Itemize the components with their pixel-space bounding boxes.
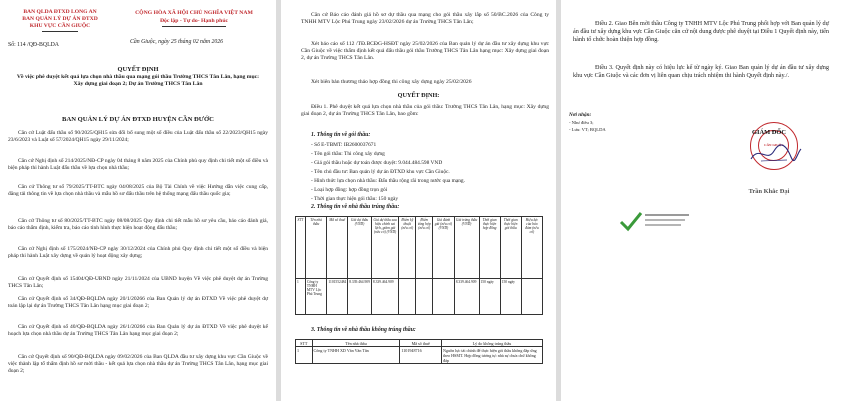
loser-table-cell: Công ty TNHH XD Văn Văn Tân — [312, 347, 400, 364]
recipients-title: Nơi nhận: — [569, 112, 592, 118]
agency-region: KHU VỰC CẦN GIUỘC — [29, 23, 91, 29]
motto-underline — [162, 26, 226, 27]
winner-info-title: 2. Thông tin về nhà thầu trúng thầu: — [311, 204, 400, 210]
place-date: Cần Giuộc, ngày 25 tháng 02 năm 2026 — [130, 39, 224, 45]
package-info-item: - Giá gói thầu hoặc dự toán được duyệt: 9.044.484.598 VND — [311, 160, 443, 166]
loser-table-cell: 1 — [296, 347, 313, 364]
legal-basis-paragraph: Căn cứ Quyết định số 15404/QĐ-UBND ngày 21/11/2024 của UBND huyện Về việc phê duyệt dự án Trường THCS Tân Lân; — [8, 276, 268, 289]
table-row — [296, 279, 543, 315]
winner-table-header-cell: Thời gian thực hiện gói thầu — [500, 217, 521, 279]
winner-table-cell: 8.339.464.909 — [371, 279, 398, 315]
legal-basis-paragraph: Căn cứ Thông tư số 79/2025/TT-BTC ngày 04/08/2025 của Bộ Tài Chính về việc Hướng dẫn việc cung cấp, đăng tải thông tin về lựa chọn nhà thầu và mẫu hồ sơ đấu thầu trên hệ thống mạng đấu thầu quốc gia; — [8, 184, 268, 197]
legal-basis-paragraph: Căn cứ Nghị định số 175/2024/NĐ-CP ngày 30/12/2024 của Chính phủ Quy định chi tiết một số điều và biện pháp thi hành Luật xây dựng về quản lý hoạt động xây dựng; — [8, 246, 268, 259]
legal-basis-paragraph: Căn cứ Luật đấu thầu số 90/2025/QH15 sửa đổi bổ sung một số điều của Luật đấu thầu số 22/2023/QH15 ngày 23/6/2023 và Luật số 57/2024/QH15 ngày 29/11/2024; — [8, 130, 268, 143]
winner-table-cell: 150 ngày — [479, 279, 500, 315]
legal-basis-paragraph: Căn cứ Quyết định số 40/QĐ-BQLDA ngày 26/1/20266 của Ban Quản lý dự án ĐTXD Về việc phê duyệt kế hoạch lựa chọn nhà thầu dự án Trường THCS Tân Lân hạng mục giai đoạn 2; — [8, 324, 268, 337]
loser-table-header — [296, 340, 543, 347]
decides-heading: QUYẾT ĐỊNH: — [397, 92, 440, 99]
package-info-item: - Loại hợp đồng: hợp đồng trọn gói — [311, 187, 388, 193]
table-row — [296, 347, 543, 364]
winner-table-cell: Công ty TNHH MTV Lộc Phú Trung — [305, 279, 327, 315]
digital-signature-line — [645, 214, 689, 216]
legal-basis-paragraph: Căn cứ Quyết định số 34/QĐ-BQLDA ngày 20/1/20266 của Ban Quản lý dự án ĐTXD Về việc phê duyệt dự toán lập lại dự án Trường THCS Tân Lân hạng mục giai đoạn 2; — [8, 296, 268, 309]
loser-table-header-cell: Tên nhà thầu — [312, 340, 400, 347]
appraisal-report-basis: Xét báo cáo số 112 /TĐ.BCĐG-HSĐT ngày 25/02/2026 của Ban quản lý dự án đầu tư xây dựng khu vực Cần Giuộc về việc thẩm định kết quả đấu thầu gói thầu Trường THCS Tân Lân hạng mục: Xây dựng giai đoạn 2, dự án Trường THCS Tân Lân. — [301, 41, 549, 61]
package-info-item: - Thời gian thực hiện gói thầu: 150 ngày — [311, 196, 399, 202]
winner-table-header-cell: Giá đánh giá (nếu có) (VND) — [433, 217, 455, 279]
signer-name: Trần Khắc Đại — [748, 188, 790, 195]
winner-table — [295, 216, 543, 315]
winner-table-cell: 8.339.464.909 — [348, 279, 372, 315]
winner-table-cell — [521, 279, 542, 315]
decision-subject: Về việc phê duyệt kết quả lựa chọn nhà thầu qua mạng gói thầu Trường THCS Tân Lân, hạng mục: Xây dựng giai đoạn 2; Dự án Trường THCS Tân Lân — [16, 74, 260, 88]
issuer-name: BAN QUẢN LÝ DỰ ÁN ĐTXD HUYỆN CẦN ĐƯỚC — [62, 116, 214, 123]
signer-title: GIÁM ĐỐC — [752, 129, 786, 136]
winner-table-header-cell: Giá dự thầu (VND) — [348, 217, 372, 279]
national-title: CỘNG HÒA XÃ HỘI CHỦ NGHĨA VIỆT NAM — [135, 10, 253, 16]
legal-basis-paragraph: Căn cứ Nghị định số 214/2025/NĐ-CP ngày 04 tháng 8 năm 2025 của Chính phủ quy định chi tiết một số điều và biện pháp thi hành Luật đấu thầu về lựa chọn nhà thầu; — [8, 158, 268, 171]
loser-table-header-cell: Mã số thuế — [400, 340, 442, 347]
loser-table-cell: 1101948716 — [400, 347, 442, 364]
package-info-title: 1. Thông tin về gói thầu: — [311, 132, 371, 138]
agency-parent: BAN QLDA ĐTXD LONG AN — [23, 9, 97, 15]
winner-table-header-cell: Điểm tổng hợp (nếu có) — [416, 217, 433, 279]
agency-underline — [42, 31, 78, 32]
document-page-3 — [561, 0, 842, 401]
negotiation-minutes-basis: Xét biên bản thương thảo hợp đồng thi công xây dựng ngày 25/02/2026 — [311, 79, 472, 85]
evaluation-report-basis: Căn cứ Báo cáo đánh giá hồ sơ dự thầu qua mạng cho gói thầu xây lắp số 50/BC.2026 của Công ty TNHH MTV Lộc Phú Trung ngày 23/02/2026 dự án Trường THCS Tân Lân; — [301, 12, 549, 25]
package-info-item: - Tên gói thầu: Thi công xây dựng — [311, 151, 385, 157]
package-info-item: - Số E-TBMT: IB2600037671 — [311, 142, 377, 148]
winner-table-header-cell: Tên nhà thầu — [305, 217, 327, 279]
winner-table-cell: 1101552484 — [327, 279, 348, 315]
winner-table-cell: 1 — [296, 279, 306, 315]
legal-basis-paragraph: Căn cứ Thông tư số 80/2025/TT-BTC ngày 08/08/2025 Quy định chi tiết mẫu hồ sơ yêu cầu, báo cáo đánh giá, báo cáo thẩm định, kiểm tra, báo cáo tình hình thực hiện hoạt động đấu thầu; — [8, 218, 268, 231]
recipient-item: - Như điều 3; — [569, 120, 594, 125]
stamp-text: CẦN GIUỘC — [764, 143, 784, 147]
article-3: Điều 3. Quyết định này có hiệu lực kể từ ngày ký. Giao Ban quản lý dự án đầu tư xây dựng khu vực Cần Giuộc và các đơn vị liên quan chịu trách nhiệm thi hành Quyết định này./. — [573, 64, 829, 79]
recipient-item: - Lưu: VT; BQLDA — [569, 127, 606, 132]
winner-table-header-cell: Giá trúng thầu (VND) — [454, 217, 479, 279]
loser-table-header-cell: Lý do không trúng thầu — [442, 340, 543, 347]
loser-info-title: 3. Thông tin về nhà thầu không trúng thầu: — [311, 327, 416, 333]
loser-table — [295, 339, 543, 364]
winner-table-header — [296, 217, 543, 279]
handwritten-signature — [747, 141, 803, 167]
digital-signature-line — [645, 224, 681, 226]
document-number: Số: 114 /QĐ-BQLDA — [8, 42, 59, 48]
winner-table-header-cell: Mã số thuế — [327, 217, 348, 279]
package-info-item: - Tên chủ đầu tư: Ban quản lý dự án ĐTXD khu vực Cần Giuộc. — [311, 169, 450, 175]
winner-table-header-cell: Thời gian thực hiện hợp đồng — [479, 217, 500, 279]
winner-table-cell: 150 ngày — [500, 279, 521, 315]
package-info-item: - Hình thức lựa chọn nhà thầu: Đấu thầu rộng rãi trong nước qua mạng. — [311, 178, 465, 184]
winner-table-cell: 8.339.464.909 — [454, 279, 479, 315]
legal-basis-paragraph: Căn cứ Quyết định số 90/QĐ-BQLDA ngày 09/02/2026 của Ban QLDA đầu tư xây dựng khu vực Cần Giuộc về việc thành lập tổ thẩm định hồ sơ mời thầu - kết quả lựa chọn nhà thầu dự án Trường THCS Tân Lân, hạng mục giai đoạn 2; — [8, 354, 268, 374]
winner-table-cell — [416, 279, 433, 315]
document-page-2 — [281, 0, 556, 401]
article-2: Điều 2. Giao Bên mời thầu Công ty TNHH MTV Lộc Phú Trung phối hợp với Ban quản lý dự án đầu tư xây dựng khu vực Cần Giuộc căn cứ nội dung được phê duyệt tại Điều 1 Quyết định này, tiến hành tổ chức hoàn thiện hợp đồng. — [573, 20, 829, 43]
winner-table-header-cell: Giá dự thầu sau hiệu chỉnh sai lệch, giảm giá (nếu có) (VND) — [371, 217, 398, 279]
digital-signature-check-icon — [619, 210, 643, 232]
national-motto: Độc lập - Tự do- Hạnh phúc — [159, 18, 229, 24]
loser-table-cell: Nguồn lực tài chính để thực hiện gói thầu không đáp ứng theo HSMT. Hợp đồng tương tự: nhà sự chưa chứ không đáp — [442, 347, 543, 364]
agency-name: BAN QUẢN LÝ DỰ ÁN ĐTXD — [22, 16, 98, 22]
winner-table-header-cell: STT — [296, 217, 306, 279]
decision-title: QUYẾT ĐỊNH — [117, 66, 159, 73]
winner-table-header-cell: Hiệu lực của bảo đảm (nếu có) — [521, 217, 542, 279]
document-page-1 — [0, 0, 276, 401]
article-1: Điều 1. Phê duyệt kết quả lựa chọn nhà thầu của gói thầu: Trường THCS Tân Lân, hạng mục: Xây dựng giai đoạn 2, dự án Trường THCS Tân Lân, bao gồm: — [301, 104, 549, 117]
winner-table-cell — [433, 279, 455, 315]
loser-table-header-cell: STT — [296, 340, 313, 347]
winner-table-header-cell: Điểm kỹ thuật (nếu có) — [399, 217, 416, 279]
winner-table-cell — [399, 279, 416, 315]
digital-signature-line — [645, 219, 685, 221]
